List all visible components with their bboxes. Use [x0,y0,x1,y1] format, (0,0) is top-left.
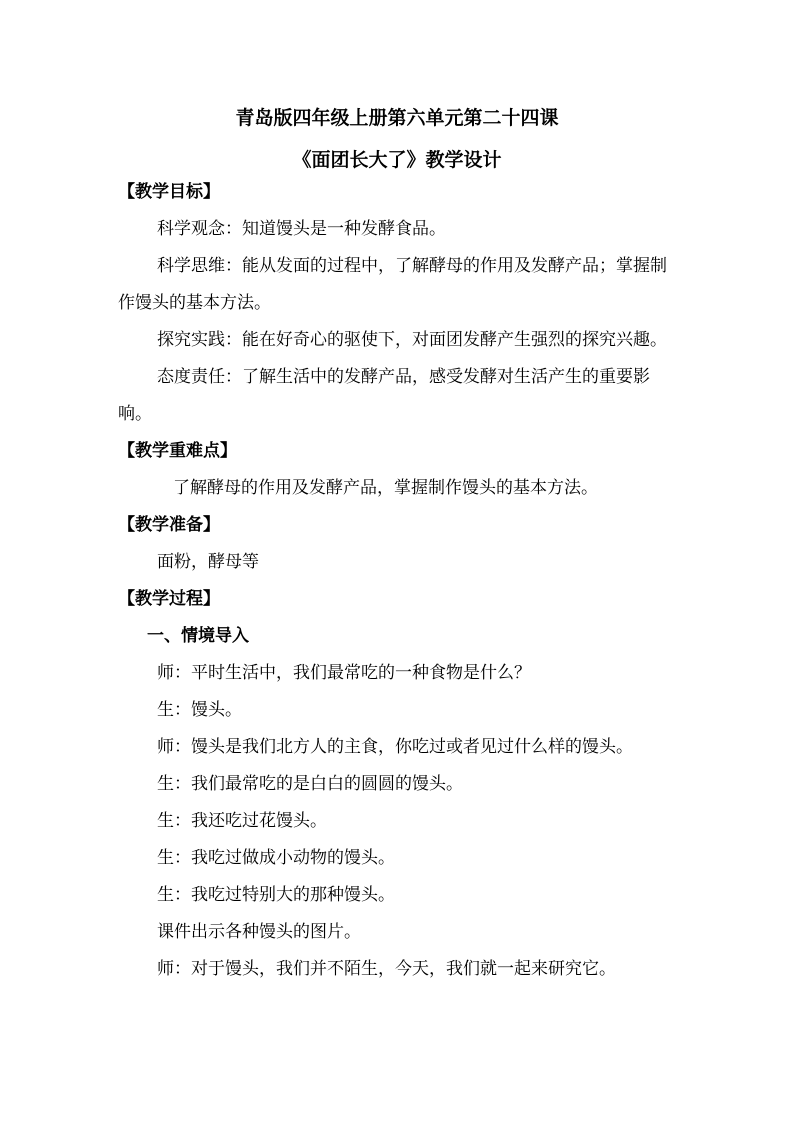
preparation-text: 面粉，酵母等 [157,552,259,572]
goal-item: 科学观念：知道馒头是一种发酵食品。 [157,219,446,239]
dialogue-line: 生：我们最常吃的是白白的圆圆的馒头。 [157,774,463,794]
process-subheading: 一、情境导入 [147,626,249,646]
dialogue-line: 生：我吃过特别大的那种馒头。 [157,885,395,905]
dialogue-line: 生：我吃过做成小动物的馒头。 [157,848,395,868]
section-heading-goals: 【教学目标】 [118,182,220,202]
dialogue-line: 课件出示各种馒头的图片。 [157,922,361,942]
key-points-text: 了解酵母的作用及发酵产品，掌握制作馒头的基本方法。 [173,478,598,498]
dialogue-line: 生：馒头。 [157,700,242,720]
dialogue-line: 师：平时生活中，我们最常吃的一种食物是什么？ [157,663,531,683]
dialogue-line: 师：对于馒头，我们并不陌生，今天，我们就一起来研究它。 [157,959,616,979]
section-heading-preparation: 【教学准备】 [118,515,220,535]
section-heading-key-points: 【教学重难点】 [118,441,237,461]
goal-item: 科学思维：能从发面的过程中，了解酵母的作用及发酵产品；掌握制作馒头的基本方法。 [118,256,667,313]
document-title-line-1: 青岛版四年级上册第六单元第二十四课 [235,107,559,129]
dialogue-line: 生：我还吃过花馒头。 [157,811,327,831]
goal-item: 态度责任：了解生活中的发酵产品，感受发酵对生活产生的重要影响。 [118,367,650,424]
document-body [118,174,678,988]
document-title-line-2: 《面团长大了》教学设计 [292,149,502,171]
section-heading-process: 【教学过程】 [118,589,220,609]
goal-item: 探究实践：能在好奇心的驱使下，对面团发酵产生强烈的探究兴趣。 [157,330,667,350]
dialogue-line: 师：馒头是我们北方人的主食，你吃过或者见过什么样的馒头。 [157,737,633,757]
